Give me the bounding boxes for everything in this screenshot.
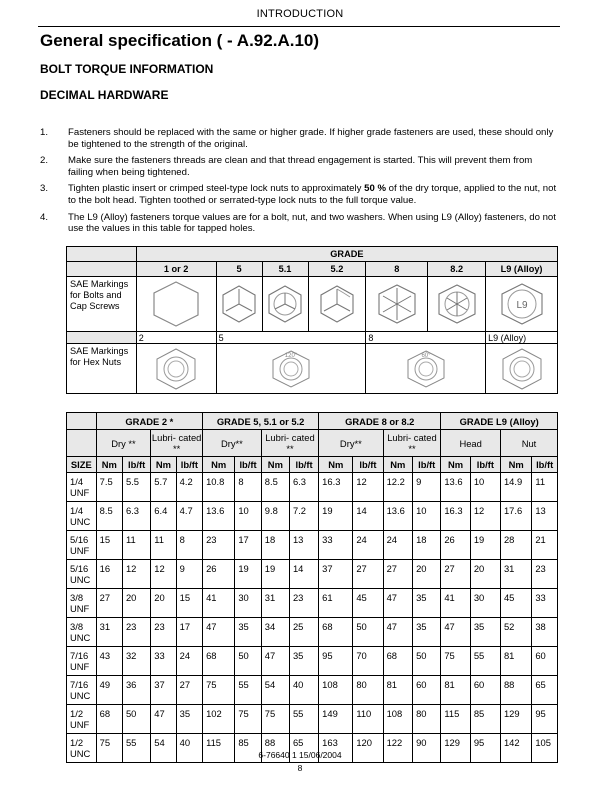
torque-value-cell: 30 [235,589,261,618]
sub-head: Head [441,430,501,457]
unit-nm-header: Nm [261,457,289,473]
torque-value-cell: 33 [319,531,353,560]
torque-value-cell: 36 [122,676,150,705]
torque-value-cell: 149 [319,705,353,734]
torque-value-cell: 50 [353,618,383,647]
notes-list [40,127,560,240]
torque-value-cell: 35 [176,705,202,734]
header-rule [38,26,560,27]
note-text-pre: Tighten plastic insert or crimped steel-type lock nuts to approximately [68,183,365,195]
size-cell: 1/4 UNC [67,502,97,531]
torque-value-cell: 68 [319,618,353,647]
torque-value-cell: 6.4 [151,502,176,531]
unit-nm-header: Nm [441,457,470,473]
note-item [40,127,560,150]
torque-value-cell: 40 [176,734,202,763]
torque-value-cell: 35 [235,618,261,647]
table-row [67,676,558,705]
unit-lbft-header: lb/ft [122,457,150,473]
table-row [67,502,558,531]
torque-value-cell: 18 [413,531,441,560]
torque-value-cell: 27 [353,560,383,589]
page-title: General specification ( - A.92.A.10) [40,31,320,50]
footer-page-number: 8 [297,763,303,773]
torque-value-cell: 47 [383,618,412,647]
torque-value-cell: 61 [319,589,353,618]
torque-value-cell: 38 [532,618,558,647]
size-cell: 3/8 UNF [67,589,97,618]
torque-value-cell: 50 [235,647,261,676]
torque-value-cell: 10 [413,502,441,531]
bolt-head-grade-5-2-icon [308,277,366,332]
table-row [67,531,558,560]
torque-value-cell: 60 [532,647,558,676]
torque-value-cell: 81 [383,676,412,705]
note-number: 3. [40,183,49,195]
note-item [40,183,560,206]
sub-nut: Nut [500,430,557,457]
torque-value-cell: 14.9 [500,473,531,502]
torque-value-cell: 50 [122,705,150,734]
torque-value-cell: 11 [151,531,176,560]
torque-value-cell: 52 [500,618,531,647]
note-text-bold: 50 % [364,183,386,195]
torque-value-cell: 31 [261,589,289,618]
torque-value-cell: 95 [470,734,500,763]
unit-nm-header: Nm [383,457,412,473]
unit-nm-header: Nm [500,457,531,473]
note-number: 4. [40,211,49,223]
sub-dry: Dry ** [96,430,151,457]
torque-value-cell: 15 [96,531,122,560]
torque-value-cell: 27 [96,589,122,618]
note-number: 2. [40,155,49,167]
l9-mark-text: L9 [516,300,528,311]
torque-value-cell: 41 [441,589,470,618]
torque-value-cell: 24 [353,531,383,560]
nut-caption-2: 2 [136,332,216,344]
torque-value-cell: 26 [441,531,470,560]
torque-value-cell: 54 [261,676,289,705]
nut-angle-8-text: 60° [421,352,431,359]
torque-value-cell: 108 [383,705,412,734]
torque-value-cell: 32 [122,647,150,676]
unit-lbft-header: lb/ft [235,457,261,473]
sub-lubricated: Lubri- cated ** [383,430,441,457]
torque-value-cell: 7.2 [289,502,318,531]
torque-value-cell: 20 [413,560,441,589]
unit-lbft-header: lb/ft [176,457,202,473]
torque-value-cell: 23 [151,618,176,647]
torque-value-cell: 75 [203,676,235,705]
grade-col-l9: L9 (Alloy) [486,262,558,277]
torque-value-cell: 115 [203,734,235,763]
torque-value-cell: 28 [500,531,531,560]
torque-value-cell: 122 [383,734,412,763]
torque-value-cell: 11 [122,531,150,560]
torque-value-cell: 14 [289,560,318,589]
bolt-markings-label: SAE Markings for Bolts and Cap Screws [67,277,137,332]
sub-lubricated: Lubri- cated ** [261,430,318,457]
bolt-head-grade-2-icon [136,277,216,332]
torque-value-cell: 68 [203,647,235,676]
torque-value-cell: 7.5 [96,473,122,502]
torque-value-cell: 5.5 [122,473,150,502]
torque-value-cell: 35 [413,589,441,618]
torque-value-cell: 81 [500,647,531,676]
nut-caption-l9: L9 (Alloy) [486,332,558,344]
torque-value-cell: 25 [289,618,318,647]
torque-value-cell: 65 [532,676,558,705]
note-text: Make sure the fasteners threads are clean and that thread engagement is started. This will prevent them from failing when being tightened. [68,155,533,178]
torque-value-cell: 4.7 [176,502,202,531]
nut-angle-5-text: 120° [284,352,298,359]
sub-dry: Dry** [203,430,262,457]
unit-nm-header: Nm [319,457,353,473]
unit-lbft-header: lb/ft [470,457,500,473]
sae-markings-table [66,246,558,394]
size-cell: 3/8 UNC [67,618,97,647]
unit-lbft-header: lb/ft [413,457,441,473]
torque-value-cell: 30 [470,589,500,618]
torque-value-cell: 50 [413,647,441,676]
torque-value-cell: 129 [441,734,470,763]
torque-value-cell: 88 [261,734,289,763]
torque-value-cell: 49 [96,676,122,705]
bolt-head-grade-8-2-icon [428,277,486,332]
torque-value-cell: 45 [500,589,531,618]
unit-nm-header: Nm [151,457,176,473]
torque-value-cell: 115 [441,705,470,734]
torque-value-cell: 20 [122,589,150,618]
torque-value-cell: 120 [353,734,383,763]
table-row [67,560,558,589]
torque-value-cell: 16 [96,560,122,589]
torque-value-cell: 65 [289,734,318,763]
torque-value-cell: 102 [203,705,235,734]
unit-lbft-header: lb/ft [532,457,558,473]
size-cell: 5/16 UNF [67,531,97,560]
torque-value-cell: 31 [500,560,531,589]
torque-value-cell: 20 [151,589,176,618]
torque-value-cell: 37 [319,560,353,589]
table-corner [67,332,137,344]
group-grade-l9: GRADE L9 (Alloy) [441,413,558,430]
torque-value-cell: 8.5 [96,502,122,531]
torque-value-cell: 31 [96,618,122,647]
hex-nut-grade-8-icon [366,344,486,394]
torque-value-cell: 105 [532,734,558,763]
torque-value-cell: 27 [441,560,470,589]
torque-value-cell: 45 [353,589,383,618]
torque-value-cell: 23 [532,560,558,589]
note-text-post: of the dry torque, applied to the nut, not to the bolt head. Tighten toothed or serrated-type lock nuts to the full torque value. [68,183,557,206]
bolt-head-grade-5-icon [216,277,262,332]
torque-value-cell: 12 [122,560,150,589]
table-row [67,647,558,676]
torque-value-cell: 55 [122,734,150,763]
torque-value-cell: 9 [176,560,202,589]
table-corner [67,247,137,262]
torque-value-cell: 129 [500,705,531,734]
torque-value-cell: 60 [470,676,500,705]
torque-value-cell: 33 [532,589,558,618]
torque-value-cell: 23 [289,589,318,618]
nut-caption-5: 5 [216,332,366,344]
note-text: Fasteners should be replaced with the same or higher grade. If higher grade fasteners are used, these should only be tightened to the strength of the original. [68,127,554,150]
torque-table [66,412,558,763]
group-grade-5: GRADE 5, 5.1 or 5.2 [203,413,319,430]
torque-value-cell: 108 [319,676,353,705]
torque-value-cell: 68 [383,647,412,676]
torque-value-cell: 12 [353,473,383,502]
torque-value-cell: 10 [470,473,500,502]
torque-value-cell: 23 [122,618,150,647]
torque-value-cell: 17.6 [500,502,531,531]
torque-value-cell: 110 [353,705,383,734]
torque-value-cell: 34 [261,618,289,647]
sub-dry: Dry** [319,430,383,457]
torque-value-cell: 163 [319,734,353,763]
torque-value-cell: 75 [235,705,261,734]
torque-value-cell: 13 [532,502,558,531]
torque-value-cell: 24 [383,531,412,560]
torque-value-cell: 16.3 [319,473,353,502]
torque-value-cell: 142 [500,734,531,763]
bolt-head-grade-8-icon [366,277,428,332]
table-row [67,618,558,647]
torque-value-cell: 95 [532,705,558,734]
torque-value-cell: 95 [319,647,353,676]
nut-caption-8: 8 [366,332,486,344]
size-cell: 7/16 UNF [67,647,97,676]
grade-col-8: 8 [366,262,428,277]
torque-value-cell: 11 [532,473,558,502]
torque-value-cell: 47 [151,705,176,734]
torque-value-cell: 85 [470,705,500,734]
torque-value-cell: 80 [353,676,383,705]
torque-value-cell: 75 [441,647,470,676]
torque-value-cell: 19 [319,502,353,531]
note-text: The L9 (Alloy) fasteners torque values are for a bolt, nut, and two washers. When using L9 (Alloy) fasteners, do not use the values in this table for tapped holes. [68,211,556,235]
torque-value-cell: 9.8 [261,502,289,531]
unit-nm-header: Nm [96,457,122,473]
table-row [67,705,558,734]
table-corner [67,262,137,277]
torque-value-cell: 15 [176,589,202,618]
torque-value-cell: 47 [441,618,470,647]
grade-col-1-2: 1 or 2 [136,262,216,277]
torque-value-cell: 12 [151,560,176,589]
torque-value-cell: 75 [261,705,289,734]
torque-value-cell: 24 [176,647,202,676]
torque-value-cell: 33 [151,647,176,676]
torque-value-cell: 10 [235,502,261,531]
grade-col-5: 5 [216,262,262,277]
torque-value-cell: 85 [235,734,261,763]
hex-nut-l9-icon [486,344,558,394]
size-cell: 5/16 UNC [67,560,97,589]
size-header: SIZE [67,457,97,473]
unit-lbft-header: lb/ft [353,457,383,473]
table-row [67,589,558,618]
torque-value-cell: 54 [151,734,176,763]
nut-markings-label: SAE Markings for Hex Nuts [67,344,137,394]
torque-value-cell: 27 [383,560,412,589]
torque-value-cell: 6.3 [289,473,318,502]
torque-value-cell: 60 [413,676,441,705]
bolt-head-l9-icon [486,277,558,332]
torque-value-cell: 12.2 [383,473,412,502]
torque-value-cell: 19 [235,560,261,589]
note-item [40,212,560,235]
footer-docref: 6-76640 1 15/06/2004 [258,750,342,760]
torque-value-cell: 26 [203,560,235,589]
grade-col-5-1: 5.1 [262,262,308,277]
torque-value-cell: 80 [413,705,441,734]
grade-header: GRADE [136,247,557,262]
sub-lubricated: Lubri- cated ** [151,430,203,457]
bolt-head-grade-5-1-icon [262,277,308,332]
torque-value-cell: 16.3 [441,502,470,531]
hex-nut-grade-5-icon [216,344,366,394]
torque-value-cell: 35 [289,647,318,676]
torque-value-cell: 27 [176,676,202,705]
torque-value-cell: 23 [203,531,235,560]
grade-col-5-2: 5.2 [308,262,366,277]
section-heading-bolt-torque: BOLT TORQUE INFORMATION [40,62,214,76]
torque-value-cell: 13.6 [203,502,235,531]
group-grade-8: GRADE 8 or 8.2 [319,413,441,430]
torque-value-cell: 55 [289,705,318,734]
torque-value-cell: 35 [413,618,441,647]
torque-value-cell: 37 [151,676,176,705]
size-cell: 1/2 UNF [67,705,97,734]
torque-value-cell: 5.7 [151,473,176,502]
torque-value-cell: 17 [176,618,202,647]
torque-value-cell: 75 [96,734,122,763]
torque-value-cell: 8.5 [261,473,289,502]
size-cell: 1/2 UNC [67,734,97,763]
torque-value-cell: 17 [235,531,261,560]
torque-value-cell: 6.3 [122,502,150,531]
section-header: INTRODUCTION [256,8,344,20]
torque-value-cell: 40 [289,676,318,705]
torque-value-cell: 21 [532,531,558,560]
torque-value-cell: 8 [176,531,202,560]
torque-value-cell: 18 [261,531,289,560]
torque-value-cell: 41 [203,589,235,618]
torque-value-cell: 12 [470,502,500,531]
torque-value-cell: 19 [470,531,500,560]
torque-value-cell: 47 [261,647,289,676]
torque-value-cell: 88 [500,676,531,705]
torque-value-cell: 47 [203,618,235,647]
torque-value-cell: 43 [96,647,122,676]
hex-nut-grade-2-icon [136,344,216,394]
table-corner [67,430,97,457]
torque-value-cell: 8 [235,473,261,502]
torque-value-cell: 10.8 [203,473,235,502]
torque-value-cell: 55 [470,647,500,676]
note-item [40,155,560,178]
torque-value-cell: 70 [353,647,383,676]
torque-value-cell: 4.2 [176,473,202,502]
torque-value-cell: 81 [441,676,470,705]
torque-value-cell: 14 [353,502,383,531]
size-cell: 1/4 UNF [67,473,97,502]
torque-value-cell: 13.6 [383,502,412,531]
torque-value-cell: 90 [413,734,441,763]
torque-value-cell: 55 [235,676,261,705]
unit-lbft-header: lb/ft [289,457,318,473]
unit-nm-header: Nm [203,457,235,473]
section-heading-decimal-hardware: DECIMAL HARDWARE [40,88,169,102]
torque-value-cell: 9 [413,473,441,502]
torque-value-cell: 68 [96,705,122,734]
group-grade-2: GRADE 2 * [96,413,202,430]
torque-value-cell: 47 [383,589,412,618]
torque-value-cell: 19 [261,560,289,589]
grade-col-8-2: 8.2 [428,262,486,277]
table-row [67,473,558,502]
torque-value-cell: 13.6 [441,473,470,502]
torque-value-cell: 20 [470,560,500,589]
torque-value-cell: 35 [470,618,500,647]
size-cell: 7/16 UNC [67,676,97,705]
note-number: 1. [40,127,49,138]
table-corner [67,413,97,430]
torque-value-cell: 13 [289,531,318,560]
